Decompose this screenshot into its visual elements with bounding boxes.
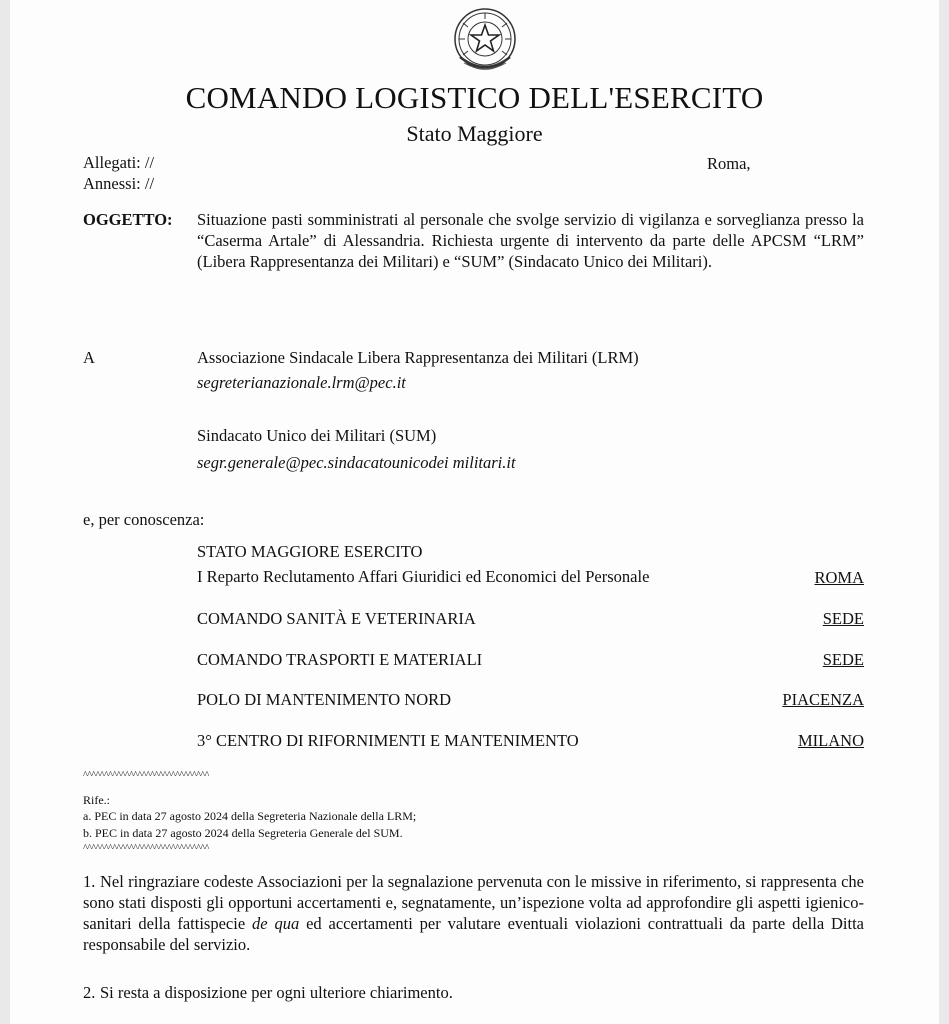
cc-recipient (197, 609, 864, 629)
paragraph-text: Si resta a disposizione per ogni ulteriore chiarimento. (100, 983, 453, 1002)
city-date: Roma, (707, 154, 751, 173)
cc-recipient (197, 542, 864, 587)
recipient-email: segr.generale@pec.sindacatounicodei militari.it (197, 453, 516, 472)
reference-item: b. PEC in data 27 agosto 2024 della Segreteria Generale del SUM. (83, 826, 403, 840)
paragraph-2 (83, 982, 864, 1003)
paragraph-text-part: Nel ringraziare codeste Associazioni per la segnalazione pervenuta con le missive in riferimento, si rappresenta che sono stati disposti gli opportuni accertamenti e, segnatamente, un’ispezione volta ad approfondire gli aspetti igienico-sanitari della fattispecie (83, 872, 864, 933)
annessi-line: Annessi: // (83, 174, 155, 193)
cc-recipient-department: I Reparto Reclutamento Affari Giuridici ed Economici del Personale (197, 567, 650, 586)
document-page (10, 0, 939, 1024)
subject-label: OGGETTO: (83, 210, 173, 229)
paragraph-text (83, 871, 864, 955)
references-label: Rife.: (83, 793, 110, 807)
recipient-name: Associazione Sindacale Libera Rappresentanza dei Militari (LRM) (197, 348, 639, 367)
separator-top: ^^^^^^^^^^^^^^^^^^^^^^^^^^^^^^ (83, 770, 209, 781)
cc-recipient-location: PIACENZA (782, 690, 864, 709)
cc-recipient-location: SEDE (822, 650, 864, 669)
paragraph-italic-text: de qua (252, 914, 300, 933)
paragraph-text-part: ed accertamenti per valutare eventuali violazioni contrattuali da parte della Ditta responsabile del servizio. (83, 914, 865, 954)
italian-republic-emblem-icon (452, 5, 518, 77)
cc-recipient-name: COMANDO SANITÀ E VETERINARIA (197, 609, 476, 628)
recipient-email: segreterianazionale.lrm@pec.it (197, 373, 406, 392)
cc-recipient-name: 3° CENTRO DI RIFORNIMENTI E MANTENIMENTO (197, 731, 579, 750)
cc-recipient-location: MILANO (798, 731, 864, 750)
cc-label: e, per conoscenza: (83, 510, 205, 529)
cc-recipient-name: COMANDO TRASPORTI E MATERIALI (197, 650, 483, 669)
document-title: COMANDO LOGISTICO DELL'ESERCITO (185, 80, 764, 115)
paragraph-number: 2. (83, 983, 96, 1002)
reference-item: a. PEC in data 27 agosto 2024 della Segreteria Nazionale della LRM; (83, 809, 417, 823)
paragraph-number: 1. (83, 872, 96, 891)
cc-recipient (197, 690, 864, 710)
cc-recipient (197, 731, 864, 751)
attachments-block (83, 152, 154, 194)
cc-recipient-location: SEDE (822, 609, 864, 628)
allegati-line: Allegati: // (83, 153, 155, 172)
separator-bottom: ^^^^^^^^^^^^^^^^^^^^^^^^^^^^^^ (83, 843, 209, 854)
paragraph-1 (83, 871, 864, 955)
cc-recipient-name: POLO DI MANTENIMENTO NORD (197, 690, 452, 709)
cc-recipient-name: STATO MAGGIORE ESERCITO (197, 542, 423, 561)
document-subtitle: Stato Maggiore (406, 121, 543, 146)
cc-recipient (197, 650, 864, 670)
subject-text: Situazione pasti somministrati al personale che svolge servizio di vigilanza e sorveglianza presso la “Caserma Artale” di Alessandria. Richiesta urgente di intervento da parte delle APCSM “LRM” (Libera Rappresentanza dei Militari) e “SUM” (Sindacato Unico dei Militari). (197, 210, 864, 271)
recipients-label: A (83, 348, 95, 367)
cc-recipient-location: ROMA (814, 568, 864, 587)
recipient-name: Sindacato Unico dei Militari (SUM) (197, 426, 437, 445)
